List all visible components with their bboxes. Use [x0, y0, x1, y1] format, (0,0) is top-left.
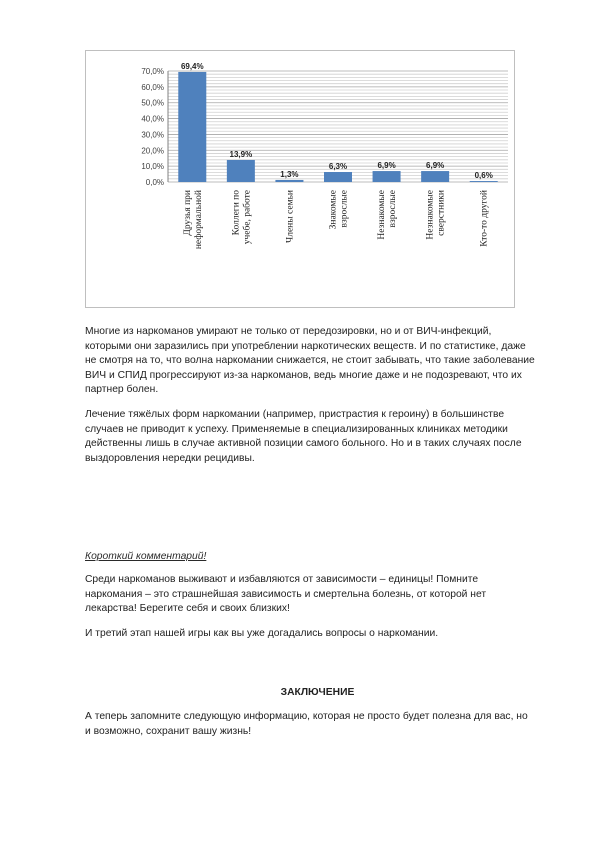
- bar: [324, 172, 352, 182]
- data-label: 6,9%: [377, 161, 396, 171]
- y-tick-label: 40,0%: [141, 114, 164, 124]
- category-label-line: учебе, работе: [242, 190, 253, 245]
- category-label-line: сверстники: [436, 190, 447, 236]
- category-label: [231, 190, 252, 244]
- data-label: 6,9%: [426, 161, 445, 171]
- paragraph-warning: Среди наркоманов выживают и избавляются от зависимости – единицы! Помните наркомания – это страшнейшая зависимость и смертельна болезнь, от которой нет лекарства! Берегите себя и своих близких!: [85, 574, 487, 615]
- paragraph-hiv: Многие из наркоманов умирают не только от передозировки, но и от ВИЧ-инфекций, которыми они заразились при употреблении наркотических веществ. И по статистике, даже не смотря на то, что волна наркомании снижается, не стоит забывать, что такие заболевание ВИЧ и СПИД прогрессируют из-за наркоманов, ведь многие даже и не подозревают, что их партнер болен.: [85, 326, 535, 396]
- y-tick-label: 50,0%: [141, 98, 164, 108]
- category-label-line: Кто-то другой: [479, 190, 490, 247]
- bar: [421, 171, 449, 182]
- chart-canvas: [86, 51, 516, 309]
- data-label: 69,4%: [180, 61, 204, 71]
- category-label: [479, 190, 490, 247]
- category-label: [285, 190, 295, 243]
- y-tick-label: 60,0%: [141, 82, 164, 92]
- y-tick-label: 70,0%: [141, 67, 164, 76]
- paragraph-conclusion: А теперь запомните следующую информацию, которая не просто будет полезна для вас, но и возможно, сохранит вашу жизнь!: [85, 711, 528, 737]
- category-label: [426, 190, 447, 240]
- category-label: [377, 190, 398, 240]
- category-label-line: неформальной: [193, 190, 204, 250]
- conclusion-heading: ЗАКЛЮЧЕНИЕ: [280, 687, 355, 698]
- category-label-line: взрослые: [388, 190, 399, 228]
- paragraph-treatment: Лечение тяжёлых форм наркомании (например, пристрастия к героину) в большинстве случаев не приводит к успеху. Применяемые в специализированных клиниках методики действенны лишь в случае активной позиции самого больного. Но и в таких случаях после выздоровления нередки рецидивы.: [85, 409, 522, 464]
- category-label-line: взрослые: [339, 190, 350, 228]
- data-label: 13,9%: [229, 149, 253, 159]
- bar: [178, 72, 206, 182]
- bar: [275, 180, 303, 182]
- y-tick-label: 30,0%: [141, 130, 164, 140]
- category-label-line: Знакомые: [328, 190, 339, 230]
- bar-chart: [85, 50, 515, 308]
- bar: [470, 181, 498, 182]
- category-label-line: Друзья при: [182, 190, 193, 236]
- category-label-line: Незнакомые: [425, 190, 436, 240]
- category-label-line: Незнакомые: [377, 190, 388, 240]
- data-label: 0,6%: [474, 171, 493, 181]
- data-label: 6,3%: [328, 162, 348, 172]
- y-tick-label: 10,0%: [141, 162, 164, 172]
- short-comment-heading: Короткий комментарий!: [85, 551, 207, 562]
- category-label-line: Члены семьи: [285, 190, 296, 243]
- category-label: [329, 190, 350, 229]
- bar: [227, 160, 255, 182]
- y-tick-label: 20,0%: [141, 146, 164, 156]
- data-label: 1,3%: [280, 169, 299, 179]
- y-tick-label: 0,0%: [145, 178, 164, 187]
- category-label: [183, 190, 204, 249]
- paragraph-game-stage: И третий этап нашей игры как вы уже догадались вопросы о наркомании.: [85, 628, 439, 639]
- bar: [373, 171, 401, 182]
- category-label-line: Коллеги по: [231, 190, 242, 236]
